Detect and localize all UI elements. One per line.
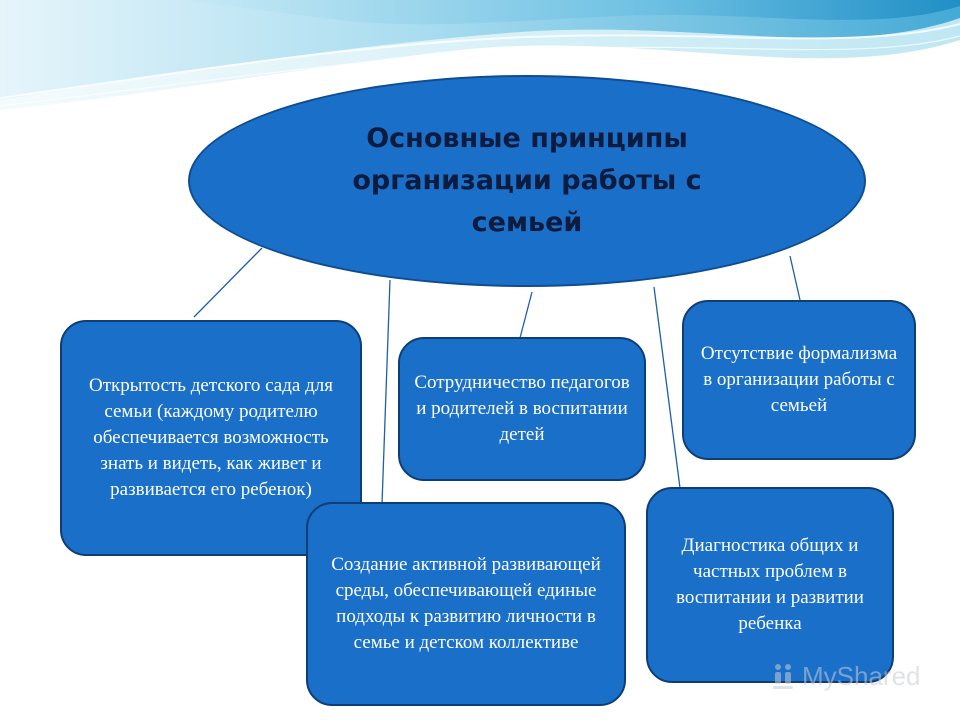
- principle-environment-text: Создание активной развивающей среды, обеспечивающей единые подходы к развитию личности в семье и детском коллективе: [331, 554, 601, 653]
- principle-openness-text: Открытость детского сада для семьи (каждому родителю обеспечивается возможность знать и видеть, как живет и развивается его ребенок): [89, 375, 333, 500]
- connector-cooperation: [520, 292, 532, 338]
- principle-cooperation-text: Сотрудничество педагогов и родителей в воспитании детей: [414, 372, 630, 445]
- principle-no-formalism-box: [682, 300, 916, 460]
- principle-cooperation-box: [398, 337, 646, 481]
- principle-no-formalism-text: Отсутствие формализма в организации работы с семьей: [700, 343, 898, 416]
- diagram-title: Основные принципы организации работы с семьей: [352, 123, 702, 238]
- connector-diagnostics: [654, 287, 680, 488]
- watermark-text: MyShared: [802, 660, 921, 691]
- principle-environment-box: [306, 502, 626, 706]
- watermark: [770, 660, 921, 692]
- principle-diagnostics-box: [646, 487, 894, 683]
- title-ellipse: [188, 75, 866, 287]
- connector-environment: [382, 280, 390, 504]
- connector-formalism: [790, 256, 800, 300]
- connector-openness: [194, 248, 262, 317]
- principle-diagnostics-text: Диагностика общих и частных проблем в воспитании и развитии ребенка: [676, 535, 864, 634]
- myshared-logo-icon: [770, 662, 796, 690]
